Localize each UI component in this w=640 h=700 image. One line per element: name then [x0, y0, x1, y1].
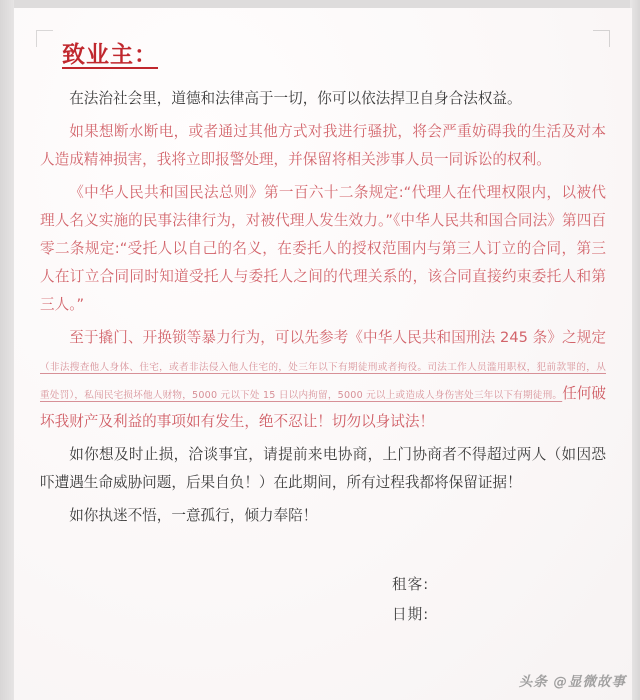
criminal-law-fine-print: （非法搜查他人身体、住宅，或者非法侵入他人住宅的，处三年以下有期徒刑或者拘役。司法工作人员滥用职权，犯前款罪的，从重处罚），私闯民宅损坏他人财物，5000 元以下处 15 日以内拘留，5000 元以上或造成人身伤害处三年以下有期徒刑。: [40, 362, 606, 401]
date-label: 日期:: [392, 606, 430, 623]
document-page: [14, 8, 632, 700]
criminal-law-warning-text: 任何破坏我财产及利益的事项如有发生，绝不忍让！切勿以身试法！: [40, 385, 606, 430]
paragraph-criminal-law-245: [40, 324, 606, 436]
top-edge-strip: [0, 0, 640, 8]
paragraph-civil-law-citation: 《中华人民共和国民法总则》第一百六十二条规定:“代理人在代理权限内，以被代理人名义实施的民事法律行为，对被代理人发生效力。”《中华人民共和国合同法》第四百零二条规定:“受托人以自己的名义，在委托人的授权范围内与第三人订立的合同，第三人在订立合同同时知道受托人与委托人之间的代理关系的，该合同直接约束委托人和第三人。”: [40, 184, 606, 313]
signature-block: [40, 570, 606, 630]
document-body: [40, 36, 606, 630]
watermark: 头条 @显微故事: [518, 674, 626, 690]
paragraph-rule-of-law: 在法治社会里，道德和法律高于一切，你可以依法捍卫自身合法权益。: [69, 90, 522, 107]
paragraph-utility-harassment-warning: 如果想断水断电，或者通过其他方式对我进行骚扰，将会严重妨碍我的生活及对本人造成精神损害，我将立即报警处理，并保留将相关涉事人员一同诉讼的权利。: [40, 123, 606, 168]
paragraph-final-statement: 如你执迷不悟，一意孤行，倾力奉陪！: [69, 507, 318, 524]
left-page-gutter: [0, 0, 14, 700]
document-title: 致业主：: [62, 42, 158, 68]
paragraph-negotiation-terms: 如你想及时止损，洽谈事宜，请提前来电协商，上门协商者不得超过两人（如因恐吓遭遇生命威胁问题，后果自负！）在此期间，所有过程我都将保留证据！: [40, 446, 606, 491]
criminal-law-lead-text: 至于撬门、开换锁等暴力行为，可以先参考《中华人民共和国刑法 245 条》之规定: [69, 329, 606, 346]
tenant-label: 租客:: [392, 576, 430, 593]
